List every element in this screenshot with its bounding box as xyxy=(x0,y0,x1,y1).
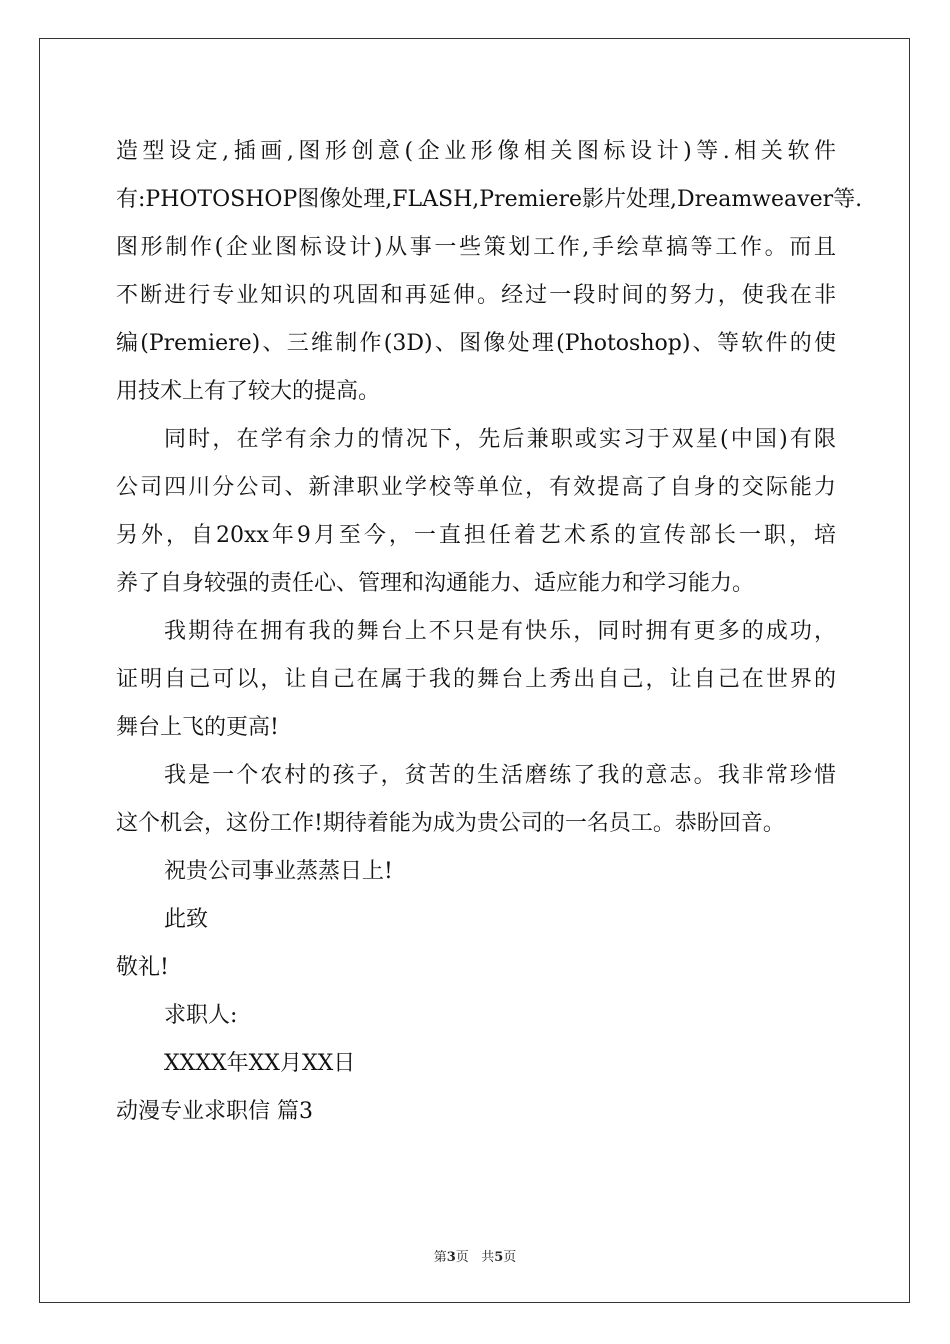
text-line: 祝贵公司事业蒸蒸日上! xyxy=(164,859,393,884)
text-line: 公司四川分公司、新津职业学校等单位，有效提高了自身的交际能力 xyxy=(116,475,836,500)
page-total: 5 xyxy=(494,1250,504,1265)
text-line: 养了自身较强的责任心、管理和沟通能力、适应能力和学习能力。 xyxy=(116,571,755,596)
text-line: 舞台上飞的更高! xyxy=(116,715,279,740)
text-line: 有:PHOTOSHOP图像处理,FLASH,Premiere影片处理,Dreamweaver等. xyxy=(116,187,863,212)
text-line: 同时，在学有余力的情况下，先后兼职或实习于双星(中国)有限 xyxy=(164,427,836,452)
text-line: 敬礼! xyxy=(116,955,169,980)
document-body xyxy=(116,128,863,1136)
text-line: 求职人: xyxy=(164,1003,238,1028)
text-line: XXXX年XX月XX日 xyxy=(164,1051,356,1076)
text-line: 造型设定,插画,图形创意(企业形像相关图标设计)等.相关软件 xyxy=(116,139,836,164)
text-line: 我是一个农村的孩子，贫苦的生活磨练了我的意志。我非常珍惜 xyxy=(164,763,836,788)
page-footer xyxy=(0,1246,950,1265)
text-line: 此致 xyxy=(164,907,209,932)
text-line: 不断进行专业知识的巩固和再延伸。经过一段时间的努力，使我在非 xyxy=(116,283,836,308)
total-unit: 页 xyxy=(503,1250,517,1265)
text-line: 这个机会，这份工作!期待着能为成为贵公司的一名员工。恭盼回音。 xyxy=(116,811,785,836)
text-line: 另外，自20xx年9月至今，一直担任着艺术系的宣传部长一职，培 xyxy=(116,523,836,548)
text-line: 证明自己可以，让自己在属于我的舞台上秀出自己，让自己在世界的 xyxy=(116,667,836,692)
text-line: 图形制作(企业图标设计)从事一些策划工作,手绘草搞等工作。而且 xyxy=(116,235,836,260)
text-line: 编(Premiere)、三维制作(3D)、图像处理(Photoshop)、等软件的使 xyxy=(116,331,836,356)
page-current: 3 xyxy=(446,1250,456,1265)
text-line: 我期待在拥有我的舞台上不只是有快乐，同时拥有更多的成功， xyxy=(164,619,836,644)
page-prefix: 第 xyxy=(433,1250,447,1265)
total-prefix: 共 xyxy=(481,1250,495,1265)
text-line: 用技术上有了较大的提高。 xyxy=(116,379,381,404)
section-heading: 动漫专业求职信 篇3 xyxy=(116,1099,313,1124)
page-unit: 页 xyxy=(455,1250,469,1265)
